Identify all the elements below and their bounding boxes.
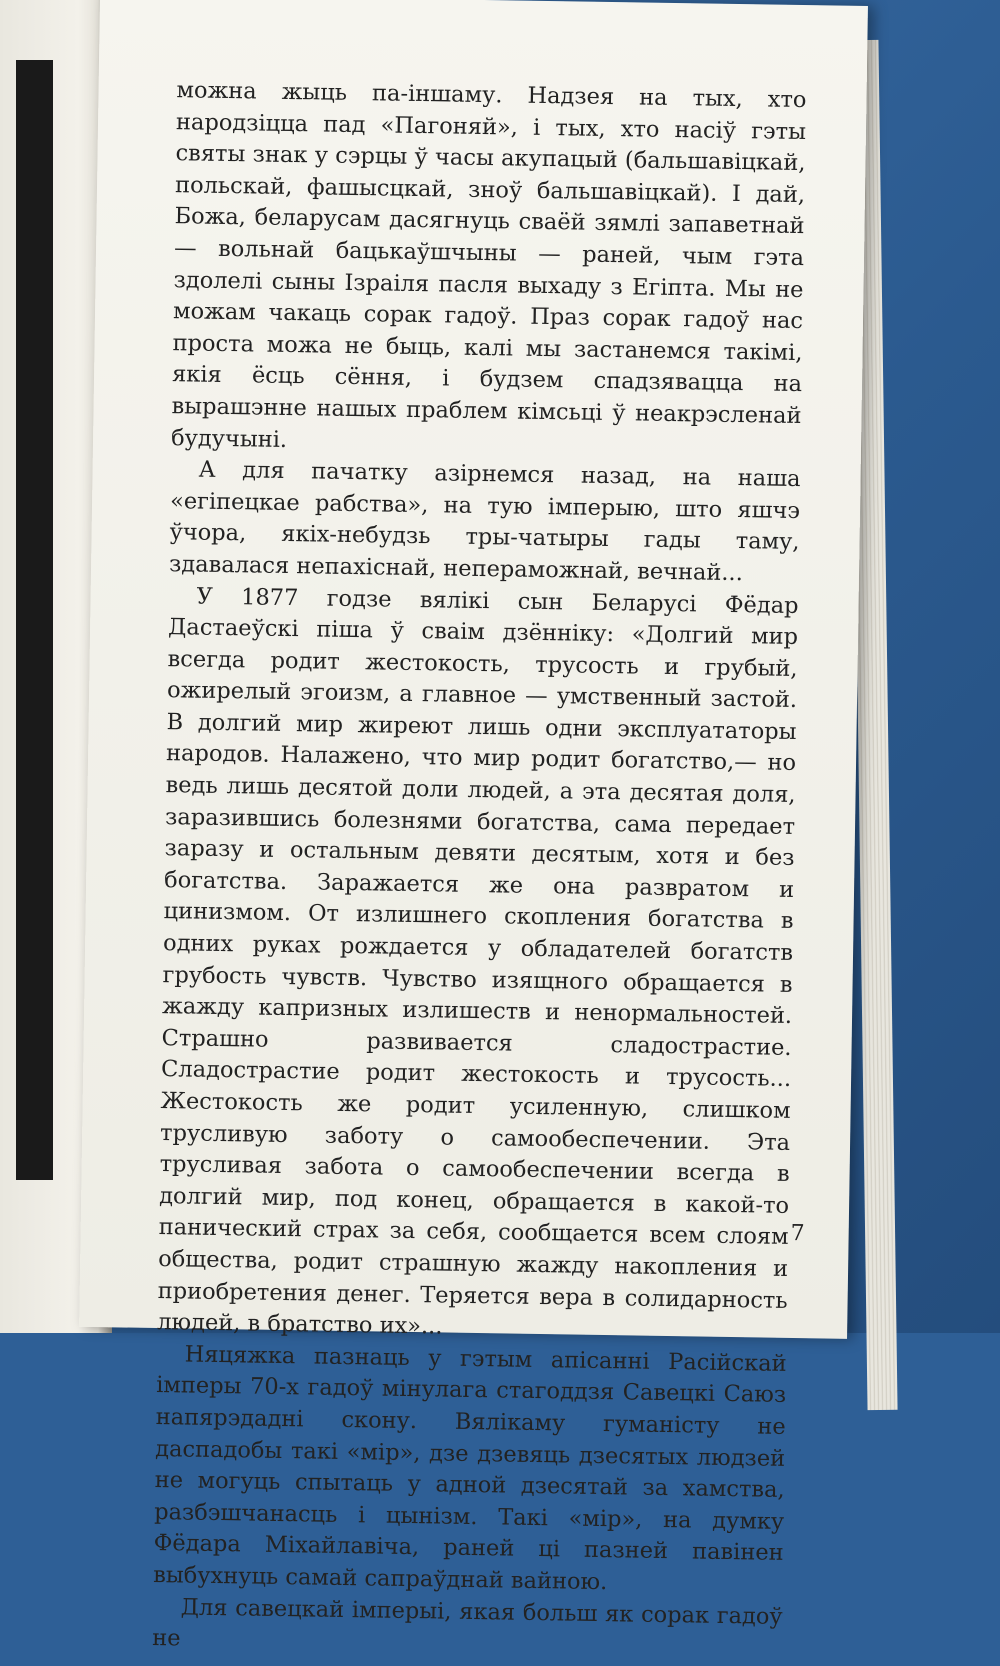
paragraph: Для савецкай імперыі, якая больш як сорак гадоў не [152,1593,783,1652]
page-text [152,75,807,1664]
cover-black-stripe [16,60,53,1180]
paragraph: А для пачатку азірнемся назад, на наша «егіпецкае рабства», на тую імперыю, што яшчэ ўчора, якіх-небудзь тры-чатыры гады таму, здавалася непахіснай, непераможнай, вечнай... [168,456,801,587]
page-number: 7 [790,1220,805,1247]
paragraph: можна жыць па-іншаму. Надзея на тых, хто народзіцца пад «Пагоняй», і тых, хто насіў гэты святы знак у сэрцы ў часы акупацый (бальшавіцкай, польскай, фашысцкай, зноў бальшавіцкай). І дай, Божа, беларусам дасягнуць сваёй зямлі запаветнай — вольнай бацькаўшчыны — раней, чым гэта здолелі сыны Ізраіля пасля выхаду з Егіпта. Мы не можам чакаць сорак гадоў. Праз сорак гадоў нас проста можа не быць, калі мы застанемся такімі, якія ёсць сёння, і будзем спадзявацца на вырашэнне нашых праблем кімсьці ў неакрэсленай будучыні. [170,77,807,453]
paragraph: Няцяжка пазнаць у гэтым апісанні Расійскай імперы 70-х гадоў мінулага стагоддзя Савецкі Саюз напярэдадні скону. Вялікаму гуманісту не даспадобы такі «мір», дзе дзевяць дзесятых людзей не могуць спытаць у адной дзесятай за хамства, разбэшчанасць і цынізм. Такі «мір», на думку Фёдара Міхайлавіча, раней ці пазней павінен выбухнуць самай сапраўднай вайною. [153,1341,787,1596]
paragraph: У 1877 годзе вялікі сын Беларусі Фёдар Дастаеўскі піша ў сваім дзённіку: «Долгий мир всегда родит жестокость, трусость и грубый, ожирелый эгоизм, а главное — умственный застой. В долгий мир жиреют лишь одни эксплуататоры народов. Налажено, что мир родит богатство,— но ведь лишь десятой доли людей, а эта десятая доля, заразившись болезнями богатства, сама передает заразу и остальным девяти десятым, хотя и без богатства. Заражается же она развратом и цинизмом. От излишнего скопления богатства в одних руках рождается у обладателей богатств грубость чувств. Чувство изящного обращается в жажду капризных излишеств и ненормальностей. Страшно развивается сладострастие. Сладострастие родит жестокость и трусость... Жестокость же родит усиленную, слишком трусливую заботу о самообеспечении. Эта трусливая забота о самообеспечении всегда в долгий мир, под конец, обращается в какой-то панический страх за себя, сообщается всем слоям общества, родит страшную жажду накопления и приобретения денег. Теряется вера в солидарность людей, в братство их»... [156,583,799,1340]
book-page [79,0,868,1652]
